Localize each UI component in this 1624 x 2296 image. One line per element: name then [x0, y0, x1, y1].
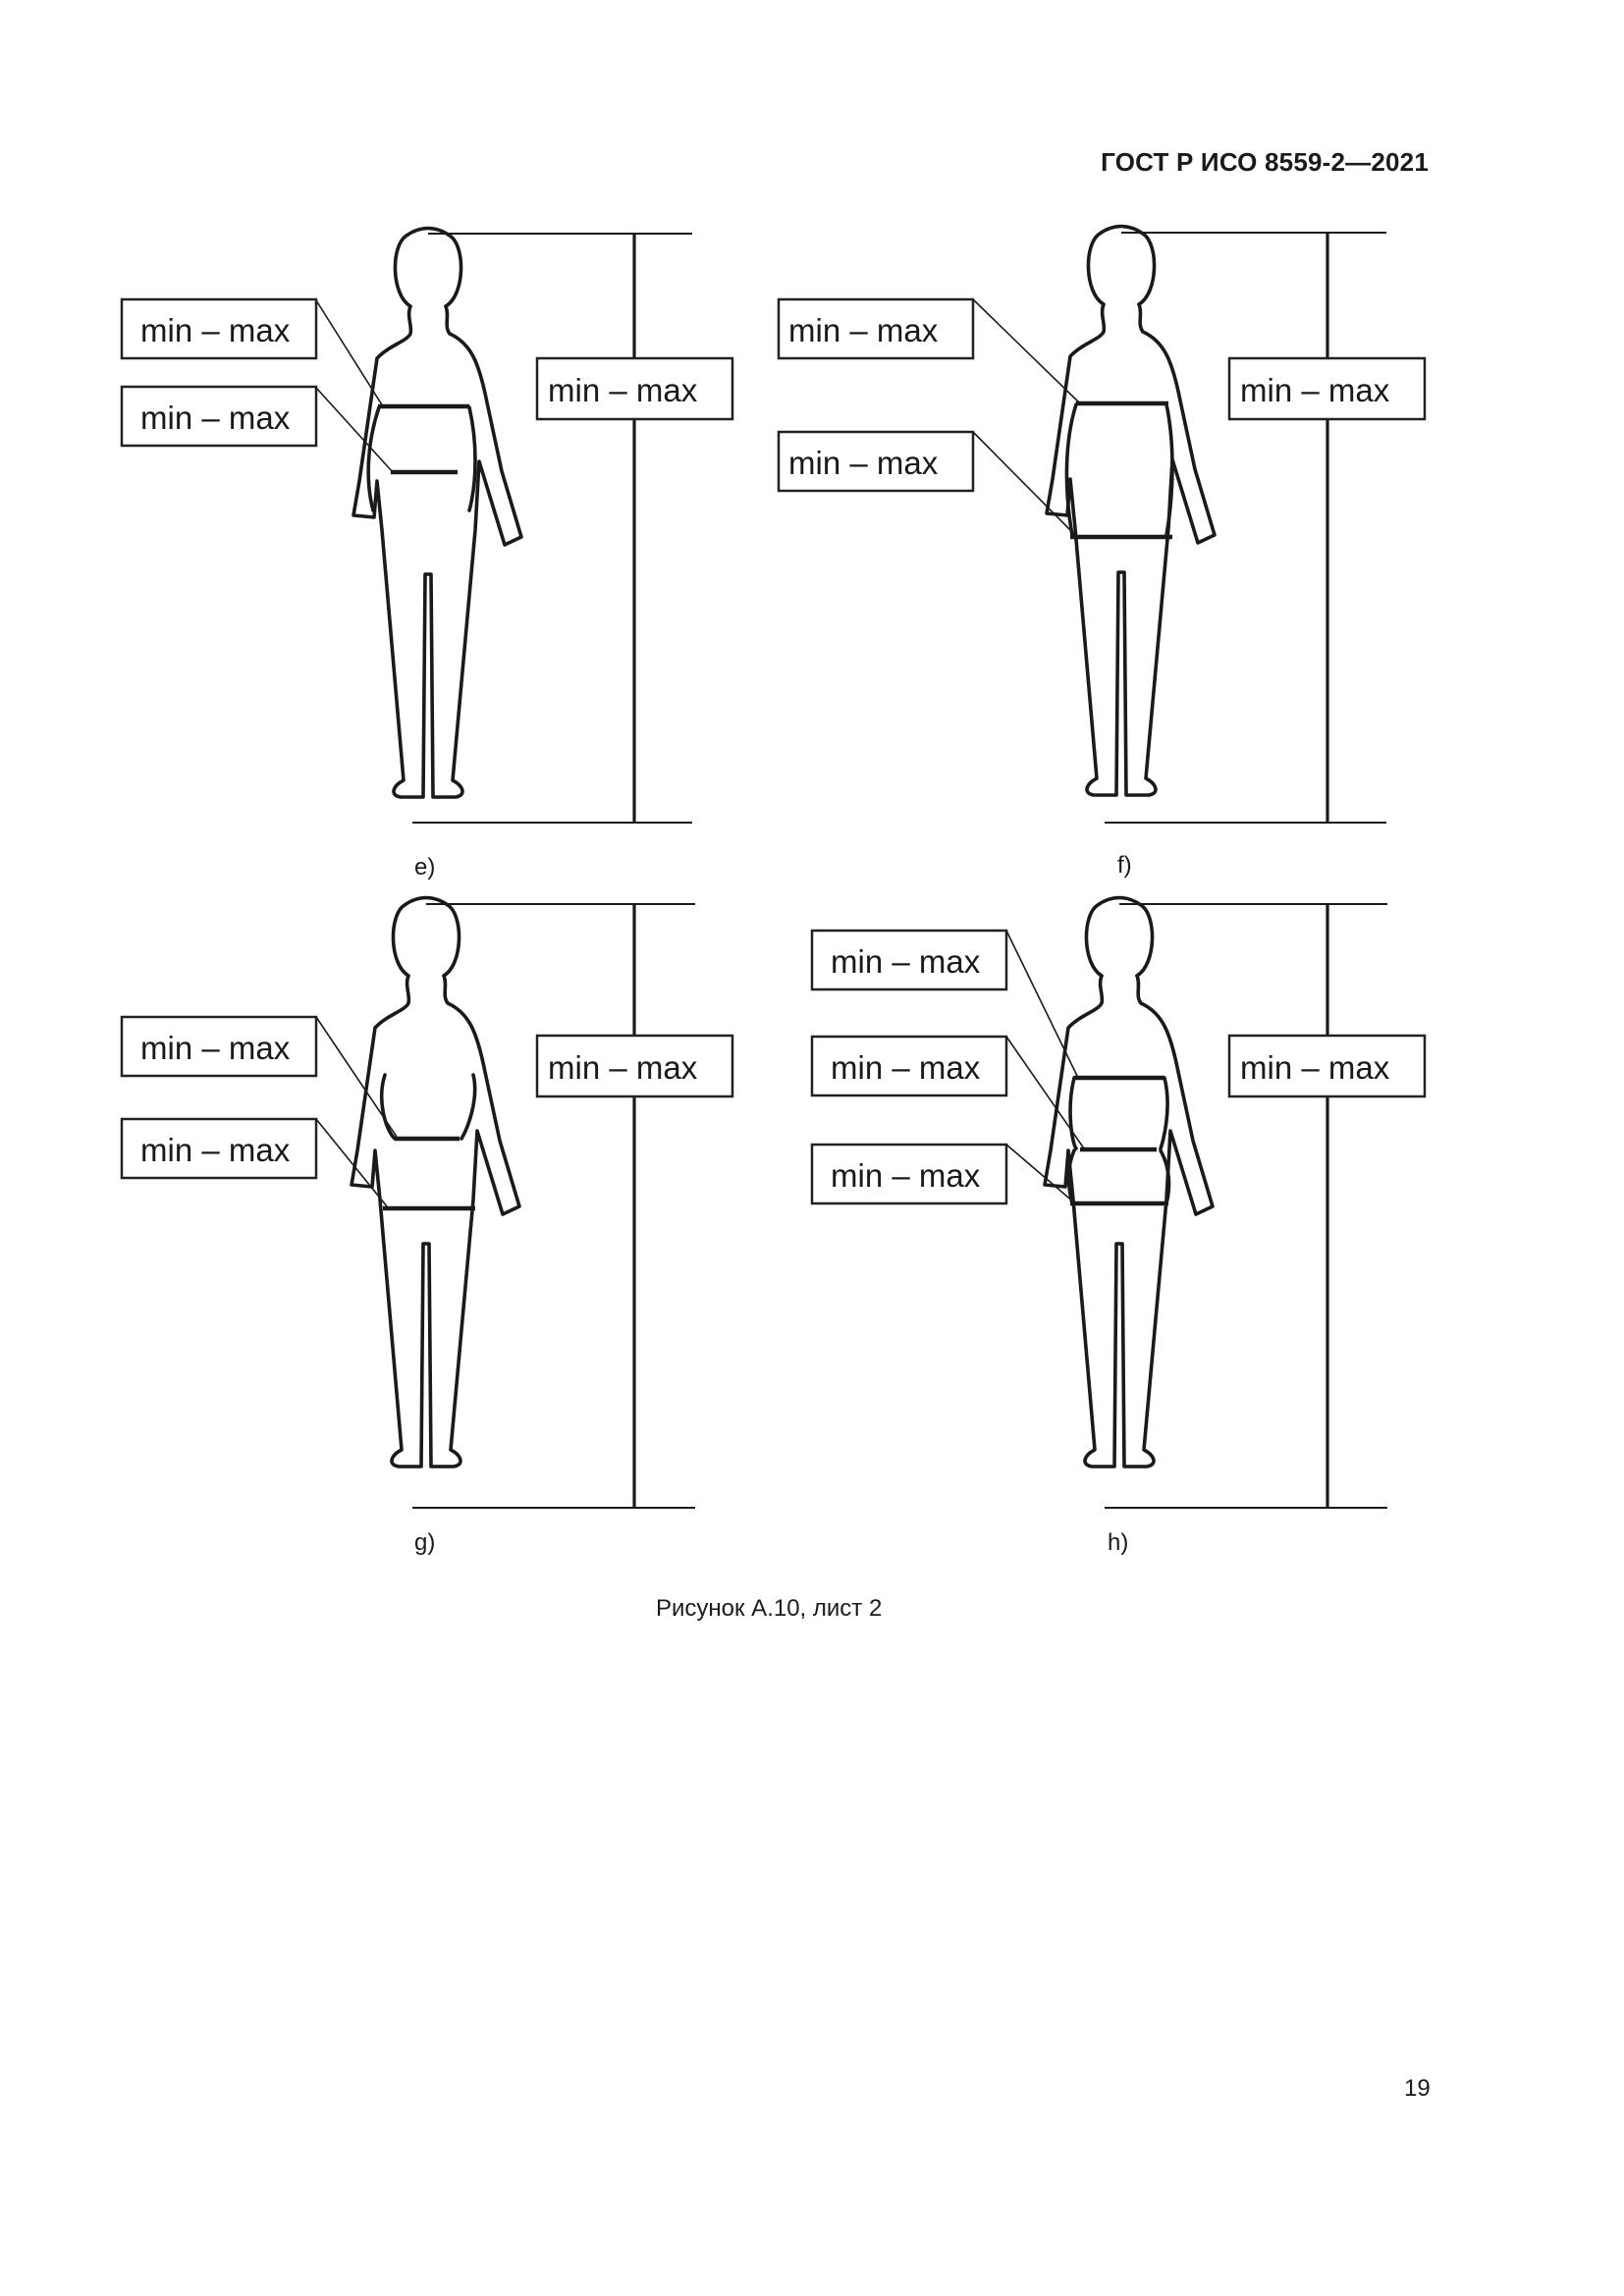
leader-line [316, 300, 383, 406]
leader-line [1006, 931, 1078, 1078]
leader-line [973, 299, 1080, 403]
figure-caption: Рисунок А.10, лист 2 [656, 1595, 883, 1622]
measure-box-text: min – max [140, 1030, 291, 1066]
panel-e [122, 229, 732, 881]
panel-label: f) [1117, 852, 1132, 879]
height-box-text: min – max [548, 1049, 698, 1086]
measure-box-text: min – max [788, 312, 939, 348]
measure-box-text: min – max [140, 1132, 291, 1168]
panel-label: g) [414, 1529, 436, 1556]
panel-label: e) [414, 854, 436, 881]
measure-box-text: min – max [140, 400, 291, 436]
document-header: ГОСТ Р ИСО 8559-2—2021 [1101, 147, 1429, 177]
height-box-text: min – max [548, 372, 698, 408]
measure-box-text: min – max [831, 943, 981, 980]
height-box-text: min – max [1240, 372, 1390, 408]
page-number: 19 [1404, 2075, 1431, 2102]
panel-h [812, 898, 1425, 1557]
height-box-text: min – max [1240, 1049, 1390, 1086]
measure-box-text: min – max [140, 312, 291, 348]
measure-box-text: min – max [831, 1157, 981, 1194]
panel-g [122, 898, 732, 1557]
leader-line [1006, 1145, 1074, 1202]
measure-box-text: min – max [788, 445, 939, 481]
leader-line [973, 432, 1075, 535]
panel-label: h) [1108, 1529, 1129, 1556]
leader-line [316, 388, 393, 472]
measure-box-text: min – max [831, 1049, 981, 1086]
panel-f [779, 227, 1425, 880]
